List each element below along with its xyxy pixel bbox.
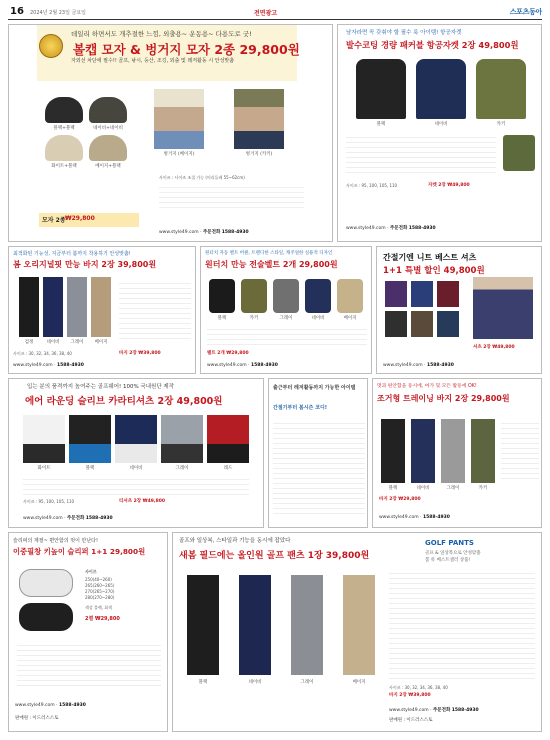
belt-color-label: 블랙 [217,316,227,321]
belt-black-image [209,279,235,313]
golf-subtitle: 골프와 일상복, 스타일과 기능을 동시에 잡았다 [179,538,291,544]
karati-color-label: 레드 [223,466,233,471]
best-badge-icon [39,34,63,58]
slipper-order-tel[interactable]: 1588-4930 [58,703,86,708]
cap-label: 베이지+블랙 [95,164,121,169]
slipper-subtitle: 슬리퍼의 계절~ 편안함의 멋이 만난다! [13,538,99,544]
jogger-site[interactable]: www.style49.com [379,515,419,520]
jacket-site[interactable]: www.style49.com [346,226,386,231]
golf-gray-image [291,575,323,675]
knit-subtitle: 1+1 특별 할인 49,800원 [383,266,485,276]
slipper-footer: www.style49.com · 1588-4930 [15,703,86,708]
section-label: 전면광고 [254,10,278,17]
ad-golf [172,532,542,732]
pants-sizes: 사이즈 : 30, 32, 34, 36, 38, 40 [13,351,72,356]
belt-khaki-image [241,279,267,313]
golf-color-label: 네이비 [248,680,262,685]
karati-order-tel[interactable]: 1588-4930 [85,516,113,521]
knit-shirt-image [437,311,459,337]
jacket-khaki-image [476,59,526,119]
pants-beige-image [91,277,111,337]
ad-belt [200,246,372,374]
belt-price: 벨트 2개 ₩29,800 [207,351,249,356]
karati-footer: www.style49.com · 주문전화 1588-4930 [23,516,113,521]
warm-subtitle: 출근부터 레저활동까지 가능한 아이템 [273,385,356,391]
hats-subtitle: 데일리 하면서도 개추절한 느낌, 외출용~ 운동용~ 다용도로 굿! [71,30,252,38]
pants-title: 봄 오리지널핏 만능 바지 2장 39,800원 [13,260,157,269]
hats-total-label: 모자 2종 [42,217,66,224]
golf-order-label: 주문전화 [432,708,451,713]
pants-order-tel[interactable]: 1588-4930 [56,363,84,368]
pants-footer: www.style49.com · 1588-4930 [13,363,84,368]
jacket-black-image [356,59,406,119]
karati-title: 에어 라운딩 슬리브 카라티셔츠 2장 49,800원 [25,396,223,407]
jogger-title: 조거형 트레이닝 바지 2장 29,800원 [377,394,510,403]
pants-color-label: 그레이 [70,340,84,345]
knit-shirt-image [385,311,407,337]
belt-color-label: 그레이 [279,316,293,321]
karati-price: 티셔츠 2장 ₩49,800 [119,499,165,504]
knit-site[interactable]: www.style49.com [383,363,423,368]
pants-navy-image [43,277,63,337]
jacket-order-label: 주문전화 [389,226,408,231]
knit-shirt-image [385,281,407,307]
pants-black-image [19,277,39,337]
knit-shirt-image [437,281,459,307]
hats-size-note: 사이즈 : 사이즈 조절 가능 (머리둘레 55~62cm) [159,175,245,180]
jacket-footer: www.style49.com · 주문전화 1588-4930 [346,226,436,231]
knit-footer: www.style49.com · 1588-4930 [383,363,454,368]
ad-hats [8,24,333,242]
jogger-gray-image [441,419,465,483]
jogger-color-label: 카키 [478,486,488,491]
hats-footer: www.style49.com · 주문전화 1588-4930 [159,230,249,235]
jogger-subtitle: 멋과 편안함을 동시에, 여가 및 모든 활동에 OK! [377,384,477,389]
jacket-subtitle: 남자라면 꼭 갖춰야 할 필수 룩 아이템! 항공자켓 [346,30,462,36]
belt-gray-image [273,279,299,313]
karati-gray-image [161,415,203,463]
karati-red-image [207,415,249,463]
golf-color-label: 베이지 [352,680,366,685]
jogger-navy-image [411,419,435,483]
karati-black-image [69,415,111,463]
masthead [8,6,542,20]
golf-tag2: 봄 룩 베스트셀러 상품! [425,558,471,563]
issue-date: 2024년 2월 23일 금요일 [30,10,87,16]
karati-color-label: 화이트 [37,466,51,471]
golf-color-label: 그레이 [300,680,314,685]
jogger-order-tel[interactable]: 1588-4930 [422,515,450,520]
pants-color-label: 검정 [24,340,34,345]
slipper-title: 이중필창 키높이 슬리퍼 1+1 29,800원 [13,547,146,556]
hats-price: ₩29,800 [65,215,95,222]
slipper-size-item: 280(270~280) [85,595,115,600]
jogger-color-label: 그레이 [446,486,460,491]
golf-black-image [187,575,219,675]
golf-site[interactable]: www.style49.com [389,708,429,713]
cap-label: 블랙+블랙 [53,126,75,131]
hats-title: 볼캡 모자 & 벙거지 모자 2종 29,800원 [73,42,300,57]
hats-tagline: 자외선 차단에 필수!! 골프, 낚시, 등산, 조깅, 외출 및 레저활동 시 안성맞춤 [71,58,235,64]
page-number: 16 [10,6,24,17]
karati-color-label: 그레이 [175,466,189,471]
pants-gray-image [67,277,87,337]
jacket-navy-image [416,59,466,119]
slipper-size-item: 270(265~270) [85,589,115,594]
golf-color-label: 블랙 [198,680,208,685]
jacket-color-label: 네이비 [434,122,448,127]
jogger-black-image [381,419,405,483]
jogger-color-label: 블랙 [388,486,398,491]
jacket-title: 발수코팅 경량 패커블 항공자켓 2장 49,800원 [346,40,519,50]
belt-footer: www.style49.com · 1588-4930 [207,363,278,368]
golf-tag1: 골프 & 일상복으로 안성맞춤 [425,551,481,556]
hats-order-tel[interactable]: 1588-4930 [221,230,249,235]
belt-subtitle: 원터치 자동 벨트 버클, 트렌디한 스타일, 캐주얼한 실용적 디자인 [205,251,333,256]
paper-name: 스포츠동아 [509,8,542,16]
knit-shirt-image [411,281,433,307]
pants-price: 바지 2장 ₩39,800 [119,351,161,356]
knit-order-tel[interactable]: 1588-4930 [426,363,454,368]
karati-color-label: 블랙 [85,466,95,471]
warm-note: 간절기부터 봄시즌 코디! [273,405,328,411]
bucket-beige-photo [154,89,204,149]
slipper-white-image [19,569,73,597]
ad-karati [8,378,264,528]
pants-color-label: 네이비 [46,340,60,345]
jacket-sizes: 사이즈 : 95, 100, 105, 110 [346,183,398,188]
golf-company: 판매원 : 이드러스스토 [389,718,433,723]
cap-navy-image [89,97,127,123]
jogger-khaki-image [471,419,495,483]
jogger-footer: www.style49.com · 1588-4930 [379,515,450,520]
jacket-color-label: 블랙 [376,122,386,127]
slipper-size-item: 265(260~265) [85,583,115,588]
jacket-color-label: 카키 [496,122,506,127]
jacket-price: 자켓 2장 ₩49,800 [428,183,470,188]
slipper-size-label: 사이즈 [85,569,97,574]
golf-beige-image [343,575,375,675]
golf-sizes: 사이즈 : 30, 32, 34, 36, 38, 40 [389,685,448,690]
pants-site[interactable]: www.style49.com [13,363,53,368]
slipper-black-image [19,603,73,631]
cap-label: 화이트+블랙 [51,164,77,169]
golf-price: 바지 2장 ₩39,800 [389,693,431,698]
ad-pants [8,246,196,374]
belt-title: 원터치 만능 전술벨트 2개 29,800원 [205,260,338,269]
knit-model-photo [473,277,533,339]
golf-title: 새봄 필드에는 올인원 골프 팬츠 1장 39,800원 [179,551,370,561]
bucket-label: 벙거지 (베이지) [163,152,195,157]
belt-order-tel[interactable]: 1588-4930 [250,363,278,368]
jogger-color-label: 네이비 [416,486,430,491]
slipper-company: 판매원 : 이드러스스토 [15,716,59,721]
slipper-site[interactable]: www.style49.com [15,703,55,708]
ad-jogger [372,378,542,528]
bucket-khaki-photo [234,89,284,149]
belt-navy-image [305,279,331,313]
cap-black-image [45,97,83,123]
belt-color-label: 베이지 [343,316,357,321]
karati-sizes: 사이즈 : 95, 100, 105, 110 [23,499,75,504]
knit-price: 셔츠 2장 ₩49,800 [473,345,515,350]
jacket-pouch-image [503,135,535,171]
golf-navy-image [239,575,271,675]
slipper-size-item: 250(40~260) [85,577,112,582]
golf-brand: GOLF PANTS [425,539,474,547]
bucket-label: 벙거지 (카키) [245,152,273,157]
jogger-price: 바지 2장 ₩29,800 [379,497,421,502]
golf-order-tel[interactable]: 1588-4930 [451,708,479,713]
golf-footer: www.style49.com · 주문전화 1588-4930 [389,708,479,713]
ad-jacket [337,24,542,242]
knit-shirt-image [411,311,433,337]
karati-order-label: 주문전화 [66,516,85,521]
pants-subtitle: 최적화된 기능성, 지금부터 봄까지 착용하기 안성맞춤! [13,251,131,257]
karati-subtitle: 입는 분의 품격까지 높여주는 골프웨어! 100% 국내원단 제작 [27,384,175,390]
karati-navy-image [115,415,157,463]
hats-order-label: 주문전화 [202,230,221,235]
hats-site[interactable]: www.style49.com [159,230,199,235]
slipper-colors: 색상 블랙, 회색 [85,605,112,610]
cap-beige-image [89,135,127,161]
belt-color-label: 카키 [249,316,259,321]
ad-knit [376,246,542,374]
karati-white-image [23,415,65,463]
karati-color-label: 네이비 [129,466,143,471]
knit-title: 간절기엔 니트 베스트 셔츠 [383,253,477,262]
belt-color-label: 네이비 [311,316,325,321]
cap-label: 네이비+네이비 [93,126,123,131]
karati-site[interactable]: www.style49.com [23,516,63,521]
ad-warm-note [268,378,368,528]
pants-color-label: 베이지 [94,340,108,345]
belt-beige-image [337,279,363,313]
slipper-price: 2켤 ₩29,800 [85,616,120,622]
ad-slipper [8,532,168,732]
jacket-order-tel[interactable]: 1588-4930 [408,226,436,231]
cap-white-image [45,135,83,161]
belt-site[interactable]: www.style49.com [207,363,247,368]
